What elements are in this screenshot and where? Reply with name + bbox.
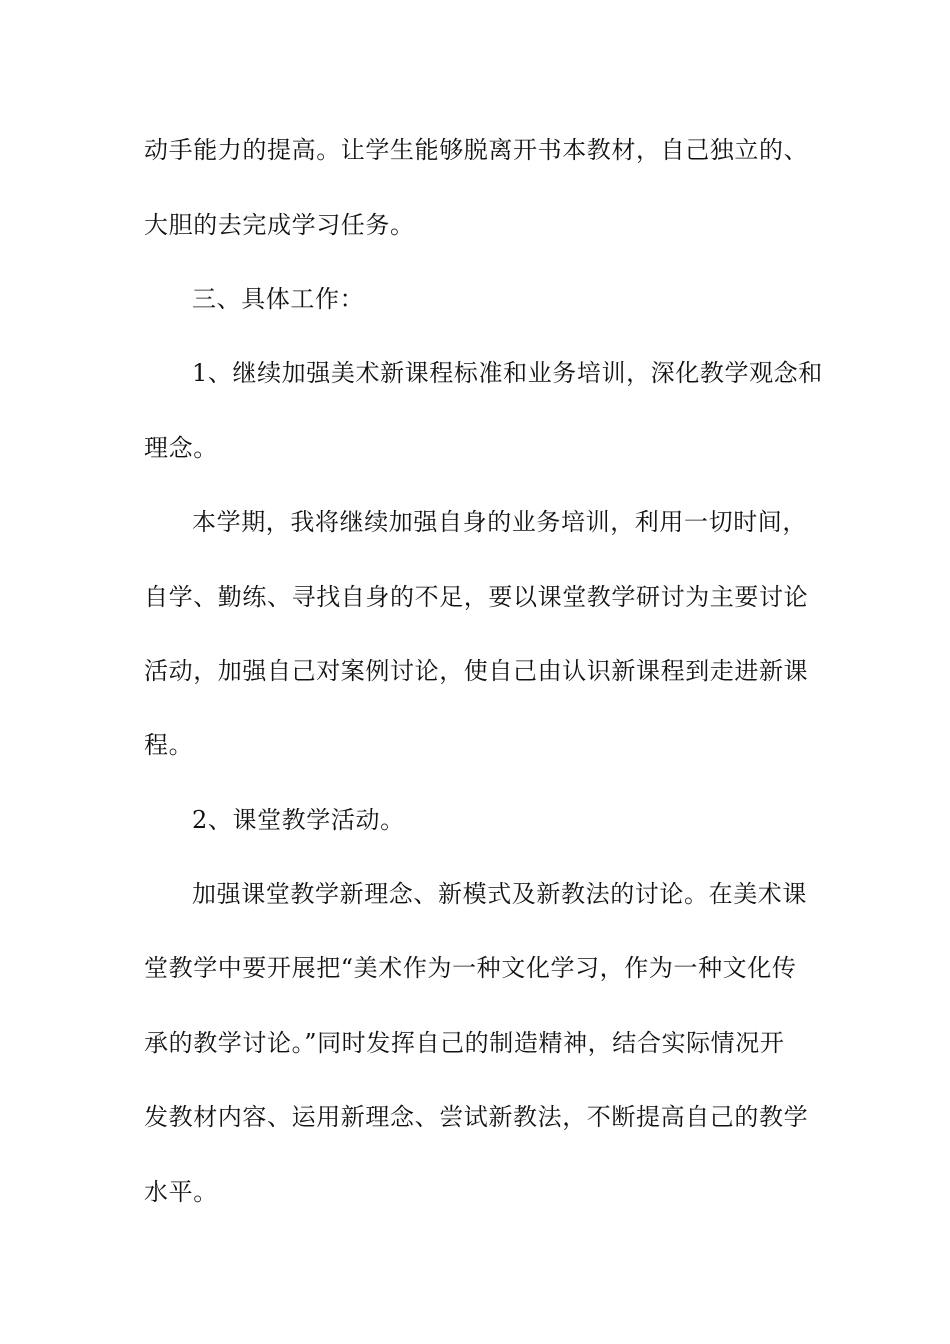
body-text-line: 堂教学中要开展把“美术作为一种文化学习，作为一种文化传 [144, 954, 797, 982]
body-text-line: 发教材内容、运用新理念、尝试新教法，不断提高自己的教学 [144, 1103, 809, 1131]
paragraph-start-line: 本学期，我将继续加强自身的业务培训，利用一切时间， [192, 508, 807, 536]
body-text-line: 动手能力的提高。让学生能够脱离开书本教材，自己独立的、 [144, 136, 809, 164]
paragraph-start-line: 加强课堂教学新理念、新模式及新教法的讨论。在美术课 [192, 880, 807, 908]
body-text-line: 理念。 [144, 434, 218, 462]
body-text-line: 水平。 [144, 1178, 218, 1206]
section-heading: 三、具体工作： [192, 285, 365, 313]
body-text-line: 大胆的去完成学习任务。 [144, 211, 415, 239]
list-item-heading: 2、课堂教学活动。 [192, 806, 405, 834]
list-item-heading: 1、继续加强美术新课程标准和业务培训，深化教学观念和 [192, 359, 823, 387]
body-text-line: 程。 [144, 731, 194, 759]
body-text-line: 自学、勤练、寻找自身的不足，要以课堂教学研讨为主要讨论 [144, 583, 809, 611]
body-text-line: 活动，加强自己对案例讨论，使自己由认识新课程到走进新课 [144, 657, 809, 685]
body-text-line: 承的教学讨论。”同时发挥自己的制造精神，结合实际情况开 [144, 1029, 785, 1057]
